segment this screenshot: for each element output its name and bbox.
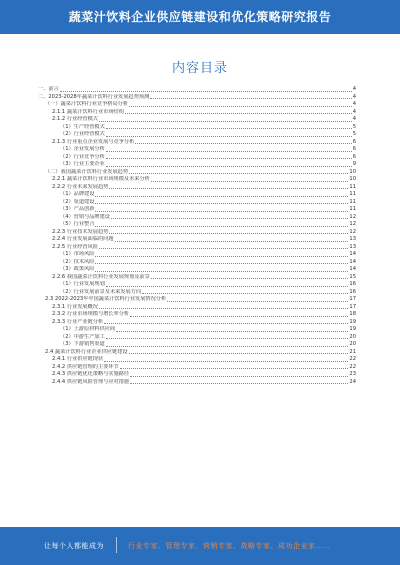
toc-entry[interactable] — [38, 169, 356, 177]
toc-entry-text: 2.2.2 行业未来发展趋势 — [52, 183, 109, 190]
toc-entry-page: 11 — [349, 183, 356, 190]
toc-entry[interactable] — [38, 139, 356, 147]
toc-leader-dots — [95, 255, 348, 257]
toc-entry[interactable] — [38, 364, 356, 372]
toc-entry-text: 一、前言 — [38, 86, 59, 92]
toc-entry-text: 2.2.5 行业经营风险 — [52, 243, 98, 250]
toc-entry-page: 11 — [349, 206, 356, 212]
toc-entry-page: 17 — [349, 296, 356, 302]
toc-entry-text: （1）生产经营模式 — [60, 123, 105, 130]
toc-entry[interactable] — [38, 184, 356, 192]
toc-entry-page: 5 — [352, 123, 356, 130]
toc-entry-page: 14 — [349, 251, 356, 257]
toc-entry-page: 10 — [349, 168, 356, 175]
toc-entry-text: （2）行业竞争分析 — [60, 153, 105, 160]
toc-entry[interactable] — [38, 379, 356, 387]
toc-leader-dots — [95, 210, 348, 212]
toc-entry-text: （4）营销与品牌建设 — [60, 213, 110, 220]
header-bar — [0, 0, 400, 34]
toc-entry[interactable] — [38, 304, 356, 312]
toc-entry-text: 2.2.1 蔬菜汁饮料行业市场规模及未来分析 — [52, 176, 150, 182]
toc-entry-text: （2）渠道建设 — [60, 198, 95, 205]
toc-leader-dots — [106, 150, 352, 152]
toc-leader-dots — [106, 127, 352, 129]
toc-entry[interactable] — [38, 154, 356, 162]
toc-entry[interactable] — [38, 371, 356, 379]
toc-entry[interactable] — [38, 161, 356, 169]
toc-leader-dots — [109, 232, 348, 234]
toc-entry[interactable] — [38, 109, 356, 117]
toc-leader-dots — [95, 195, 348, 197]
toc-leader-dots — [106, 165, 352, 167]
table-of-contents — [38, 86, 356, 386]
toc-entry-page: 4 — [352, 116, 356, 122]
toc-leader-dots — [130, 315, 348, 317]
toc-entry-page: 6 — [352, 153, 356, 160]
toc-leader-dots — [150, 97, 351, 99]
toc-entry-text: （1）企业发展分析 — [60, 146, 105, 152]
toc-entry-text: 2.3 2022-2023年中国蔬菜汁饮料行业发展情况分析 — [45, 296, 167, 302]
toc-entry-text: （二）我国蔬菜汁饮料行业发展趋势 — [45, 168, 129, 175]
toc-entry-text: （3）下游销售渠道 — [60, 341, 105, 347]
toc-entry-page: 11 — [349, 191, 356, 197]
toc-leader-dots — [106, 345, 349, 347]
toc-entry-text: 2.2.4 行业发展面临的问题 — [52, 236, 114, 242]
toc-entry-text: 2.1.3 行业重点企业发展与竞争分析 — [52, 138, 135, 145]
toc-entry-text: 2.1.1 蔬菜汁饮料行业市场结构 — [52, 108, 124, 115]
toc-leader-dots — [135, 142, 351, 144]
toc-leader-dots — [95, 262, 348, 264]
toc-entry-text: （1）行业发展规划 — [60, 281, 105, 287]
toc-entry-page: 12 — [349, 213, 356, 220]
report-title: 蔬菜汁饮料企业供应链建设和优化策略研究报告 — [68, 10, 332, 24]
toc-leader-dots — [129, 352, 349, 354]
toc-entry[interactable] — [38, 334, 356, 342]
toc-entry-page: 10 — [349, 176, 356, 182]
footer-bar — [0, 527, 400, 565]
toc-entry[interactable] — [38, 229, 356, 237]
toc-entry[interactable] — [38, 131, 356, 139]
toc-leader-dots — [111, 217, 348, 219]
toc-entry-text: （2）行业经营模式 — [60, 131, 105, 137]
footer-slogan-right: 行业专家、管理专家、营销专家、战略专家、成功企业家…… — [128, 542, 331, 550]
toc-leader-dots — [129, 172, 348, 174]
toc-entry[interactable] — [38, 259, 356, 267]
toc-entry[interactable] — [38, 311, 356, 319]
toc-entry-page: 20 — [349, 333, 356, 340]
footer-divider — [116, 537, 117, 553]
toc-entry-page: 23 — [349, 371, 356, 377]
toc-entry[interactable] — [38, 266, 356, 274]
toc-entry-page: 15 — [349, 273, 356, 280]
toc-entry-page: 19 — [349, 326, 356, 332]
toc-entry-text: 2.1.2 行业经营模式 — [52, 116, 98, 122]
toc-leader-dots — [130, 375, 348, 377]
toc-entry[interactable] — [38, 206, 356, 214]
toc-entry-page: 24 — [349, 378, 356, 385]
toc-entry-text: （2）中游生产加工 — [60, 333, 105, 340]
toc-entry[interactable] — [38, 86, 356, 94]
toc-entry-page: 6 — [352, 146, 356, 152]
toc-entry[interactable] — [38, 274, 356, 282]
toc-entry-page: 12 — [349, 221, 356, 227]
toc-entry-page: 13 — [349, 236, 356, 242]
toc-leader-dots — [106, 157, 352, 159]
toc-entry[interactable] — [38, 116, 356, 124]
toc-entry-page: 21 — [349, 348, 356, 355]
toc-entry-page: 4 — [352, 101, 356, 107]
toc-entry-text: 2.4.2 供应链管理的主要环节 — [52, 363, 119, 370]
toc-entry-text: 2.2.6 我国蔬菜汁饮料行业发展规划及前景 — [52, 273, 150, 280]
toc-entry-text: 二、2023-2028年蔬菜汁饮料行业发展趋势预测 — [38, 93, 150, 100]
toc-entry-text: （3）政策风险 — [60, 266, 95, 272]
toc-entry[interactable] — [38, 296, 356, 304]
toc-entry-text: 2.3.2 行业市场规模与增长率分析 — [52, 311, 130, 317]
toc-entry[interactable] — [38, 236, 356, 244]
toc-leader-dots — [125, 112, 352, 114]
toc-entry-text: （3）行业主要企业 — [60, 161, 105, 167]
toc-entry-page: 19 — [349, 318, 356, 325]
toc-leader-dots — [151, 277, 349, 279]
toc-leader-dots — [151, 180, 349, 182]
toc-entry-page: 16 — [349, 281, 356, 287]
toc-leader-dots — [95, 225, 348, 227]
toc-entry-text: （1）上游原材料供应商 — [60, 326, 116, 332]
toc-entry-text: 2.4.1 行业供应链现状 — [52, 356, 104, 362]
toc-entry[interactable] — [38, 326, 356, 334]
toc-entry-text: （1）市场风险 — [60, 251, 95, 257]
toc-leader-dots — [95, 202, 348, 204]
toc-entry[interactable] — [38, 221, 356, 229]
toc-entry-page: 11 — [349, 198, 356, 205]
toc-leader-dots — [115, 240, 349, 242]
toc-entry[interactable] — [38, 244, 356, 252]
toc-entry-text: 2.2.3 行业技术发展趋势 — [52, 228, 109, 235]
toc-entry[interactable] — [38, 356, 356, 364]
toc-leader-dots — [104, 322, 348, 324]
toc-entry[interactable] — [38, 349, 356, 357]
toc-leader-dots — [95, 270, 348, 272]
toc-entry-text: 2.3.3 行业产业链分析 — [52, 318, 104, 325]
toc-entry[interactable] — [38, 101, 356, 109]
toc-leader-dots — [109, 187, 348, 189]
toc-entry-page: 20 — [349, 341, 356, 347]
toc-entry-text: 2.4.4 供应链风险管理与应对措施 — [52, 378, 130, 385]
toc-leader-dots — [116, 330, 348, 332]
toc-leader-dots — [106, 337, 349, 339]
footer-slogan-left: 让每个人都能成为 — [44, 542, 104, 550]
toc-entry-page: 6 — [352, 138, 356, 145]
toc-leader-dots — [99, 247, 348, 249]
toc-entry-page: 14 — [349, 258, 356, 265]
toc-entry[interactable] — [38, 341, 356, 349]
toc-entry-page: 13 — [349, 243, 356, 250]
toc-entry[interactable] — [38, 176, 356, 184]
toc-entry-text: （2）行业发展前景及未来发展方向 — [60, 288, 142, 295]
toc-entry-text: （一）蔬菜汁饮料行业竞争格局分析 — [45, 101, 129, 107]
toc-leader-dots — [99, 307, 348, 309]
toc-entry-page: 22 — [349, 363, 356, 370]
toc-entry-page: 16 — [349, 288, 356, 295]
toc-leader-dots — [104, 360, 348, 362]
toc-entry-text: （5）行业整合 — [60, 221, 95, 227]
toc-entry-page: 14 — [349, 266, 356, 272]
toc-entry[interactable] — [38, 281, 356, 289]
toc-entry[interactable] — [38, 199, 356, 207]
toc-entry-text: （2）技术风险 — [60, 258, 95, 265]
toc-title: 内容目录 — [171, 61, 228, 76]
toc-leader-dots — [106, 135, 352, 137]
toc-leader-dots — [99, 120, 352, 122]
toc-leader-dots — [142, 292, 348, 294]
toc-entry-text: （3）产品创新 — [60, 206, 95, 212]
toc-entry-page: 22 — [349, 356, 356, 362]
toc-entry[interactable] — [38, 124, 356, 132]
toc-leader-dots — [60, 90, 352, 92]
toc-leader-dots — [120, 367, 349, 369]
toc-entry[interactable] — [38, 214, 356, 222]
toc-leader-dots — [130, 382, 348, 384]
toc-leader-dots — [106, 285, 349, 287]
toc-entry[interactable] — [38, 94, 356, 102]
toc-entry-page: 5 — [352, 131, 356, 137]
toc-entry[interactable] — [38, 289, 356, 297]
toc-entry[interactable] — [38, 251, 356, 259]
toc-entry-text: 2.4.3 供应链优化策略与实施路径 — [52, 371, 130, 377]
toc-leader-dots — [129, 105, 352, 107]
toc-entry-page: 4 — [352, 108, 356, 115]
toc-entry-page: 9 — [352, 161, 356, 167]
toc-entry[interactable] — [38, 319, 356, 327]
toc-entry-page: 17 — [349, 303, 356, 310]
toc-entry-text: 2.3.1 行业发展概况 — [52, 303, 98, 310]
toc-entry-text: 2.4 蔬菜汁饮料行业企业供应链建设 — [45, 348, 128, 355]
toc-entry-page: 12 — [349, 228, 356, 235]
toc-entry[interactable] — [38, 146, 356, 154]
toc-entry-page: 18 — [349, 311, 356, 317]
toc-leader-dots — [167, 300, 348, 302]
toc-entry[interactable] — [38, 191, 356, 199]
toc-entry-text: （1）品牌建设 — [60, 191, 95, 197]
toc-entry-page: 4 — [352, 93, 356, 100]
toc-entry-page: 4 — [352, 86, 356, 92]
